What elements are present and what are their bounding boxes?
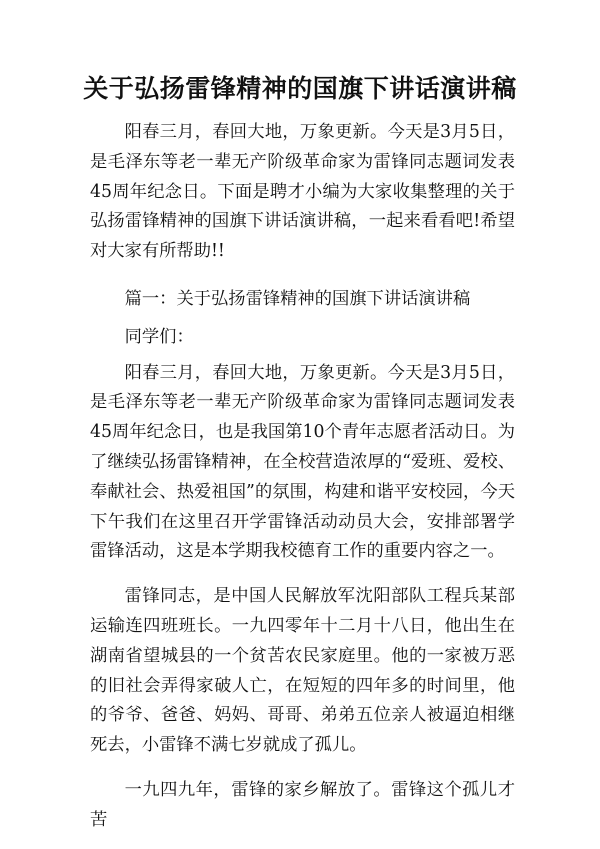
document-title: 关于弘扬雷锋精神的国旗下讲话演讲稿 (83, 74, 517, 103)
body-paragraph: 阳春三月，春回大地，万象更新。今天是3月5日，是毛泽东等老一辈无产阶级革命家为雷锋同志题词发表45周年纪念日，也是我国第10个青年志愿者活动日。为了继续弘扬雷锋精神，在全校营造浓厚的“爱班、爱校、奉献社会、热爱祖国”的氛围，构建和谐平安校园，今天下午我们在这里召开学雷锋活动动员大会，安排部署学雷锋活动，这是本学期我校德育工作的重要内容之一。 (90, 362, 515, 562)
intro-paragraph: 阳春三月，春回大地，万象更新。今天是3月5日，是毛泽东等老一辈无产阶级革命家为雷锋同志题词发表45周年纪念日。下面是聘才小编为大家收集整理的关于弘扬雷锋精神的国旗下讲话演讲稿，一起来看看吧!希望对大家有所帮助!! (90, 122, 515, 262)
body-paragraph: 一九四九年，雷锋的家乡解放了。雷锋这个孤儿才苦 (90, 779, 515, 830)
section-heading: 篇一：关于弘扬雷锋精神的国旗下讲话演讲稿 (124, 288, 471, 309)
body-paragraph: 雷锋同志，是中国人民解放军沈阳部队工程兵某部运输连四班班长。一九四零年十二月十八日，他出生在湖南省望城县的一个贫苦农民家庭里。他的一家被万恶的旧社会弄得家破人亡，在短短的四年多的时间里，他的爷爷、爸爸、妈妈、哥哥、弟弟五位亲人被逼迫相继死去，小雷锋不满七岁就成了孤儿。 (90, 586, 515, 756)
salutation: 同学们： (124, 326, 194, 347)
document-body (90, 118, 515, 836)
